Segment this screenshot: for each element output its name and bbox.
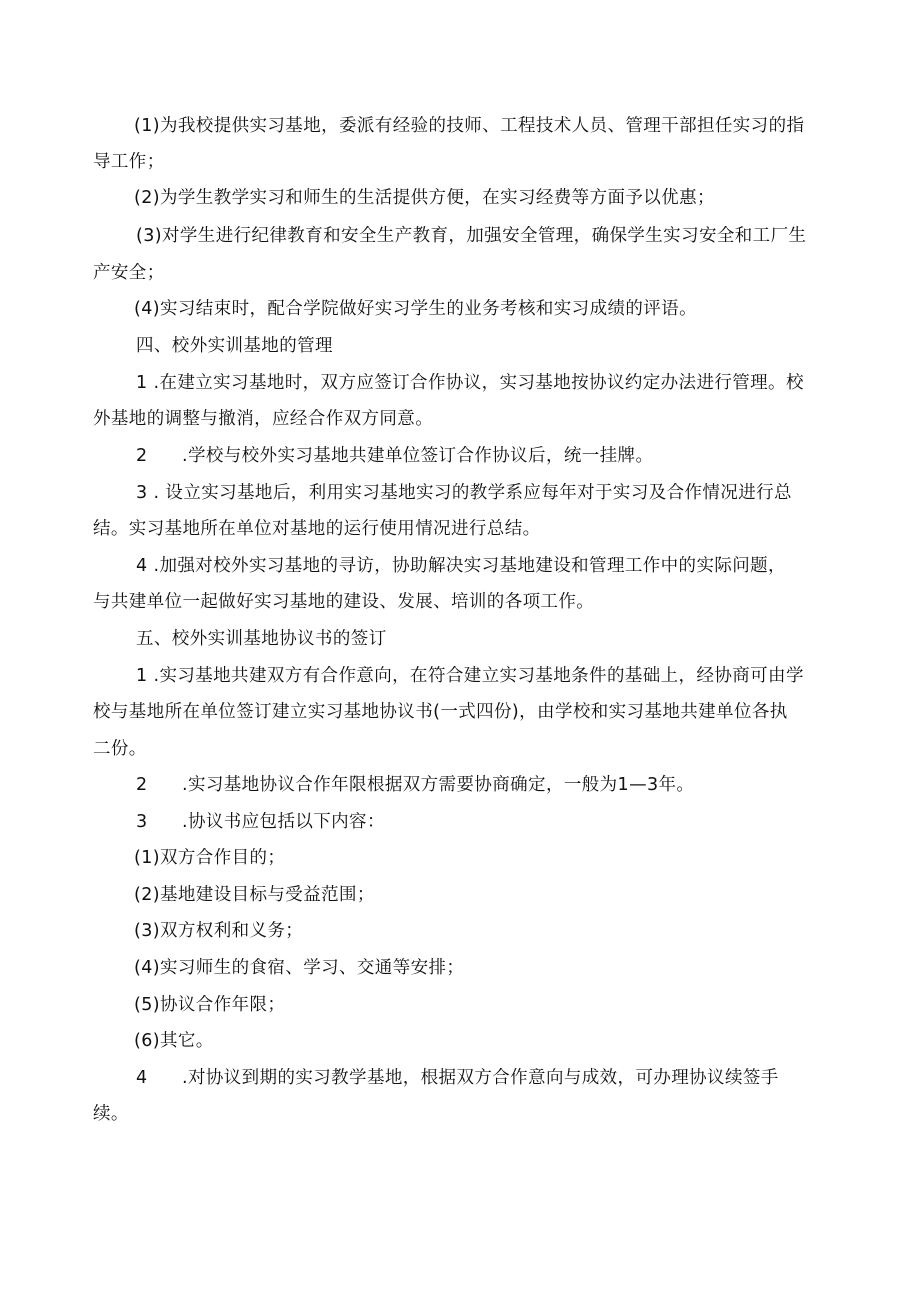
text-line: (5)协议合作年限；	[134, 995, 286, 1015]
text-line: (3)双方权利和义务；	[134, 921, 304, 941]
text-line: 二份。	[93, 739, 147, 759]
text-line: 1 .在建立实习基地时，双方应签订合作协议，实习基地按协议约定办法进行管理。校	[136, 373, 804, 393]
list-number: 4	[136, 1068, 148, 1088]
text-line: (3)对学生进行纪律教育和安全生产教育，加强安全管理，确保学生实习安全和工厂生	[136, 226, 807, 246]
text-line: 导工作；	[93, 152, 165, 172]
list-number: 2	[136, 446, 148, 466]
text-line: 校与基地所在单位签订建立实习基地协议书(一式四份)，由学校和实习基地共建单位各执	[93, 702, 788, 722]
text-line: (2)为学生教学实习和师生的生活提供方便，在实习经费等方面予以优惠；	[134, 188, 715, 208]
text-line: (4)实习师生的食宿、学习、交通等安排；	[134, 958, 465, 978]
text-line: (4)实习结束时，配合学院做好实习学生的业务考核和实习成绩的评语。	[134, 299, 697, 319]
text-line: (2)基地建设目标与受益范围；	[134, 885, 375, 905]
text-line: 续。	[93, 1104, 129, 1124]
list-number: 2	[136, 775, 148, 795]
text-line: .实习基地协议合作年限根据双方需要协商确定，一般为1—3年。	[182, 775, 695, 795]
text-line: 结。实习基地所在单位对基地的运行使用情况进行总结。	[93, 519, 541, 539]
text-line: 3 . 设立实习基地后，利用实习基地实习的教学系应每年对于实习及合作情况进行总	[136, 483, 792, 503]
text-line: (1)为我校提供实习基地，委派有经验的技师、工程技术人员、管理干部担任实习的指	[134, 116, 805, 136]
text-line: 1 .实习基地共建双方有合作意向，在符合建立实习基地条件的基础上，经协商可由学	[136, 666, 804, 686]
text-line: 与共建单位一起做好实习基地的建设、发展、培训的各项工作。	[93, 592, 595, 612]
text-line: 外基地的调整与撤消，应经合作双方同意。	[93, 409, 434, 429]
text-line: .学校与校外实习基地共建单位签订合作协议后，统一挂牌。	[182, 446, 654, 466]
text-line: .对协议到期的实习教学基地，根据双方合作意向与成效，可办理协议续签手	[182, 1068, 779, 1088]
text-line: (6)其它。	[134, 1031, 214, 1051]
section-heading: 五、校外实训基地协议书的签订	[136, 629, 387, 649]
text-line: 产安全；	[93, 263, 165, 283]
text-line: 4 .加强对校外实习基地的寻访，协助解决实习基地建设和管理工作中的实际问题，	[136, 556, 786, 576]
section-heading: 四、校外实训基地的管理	[136, 336, 333, 356]
text-line: .协议书应包括以下内容：	[182, 812, 385, 832]
text-line: (1)双方合作目的；	[134, 848, 286, 868]
list-number: 3	[136, 812, 148, 832]
